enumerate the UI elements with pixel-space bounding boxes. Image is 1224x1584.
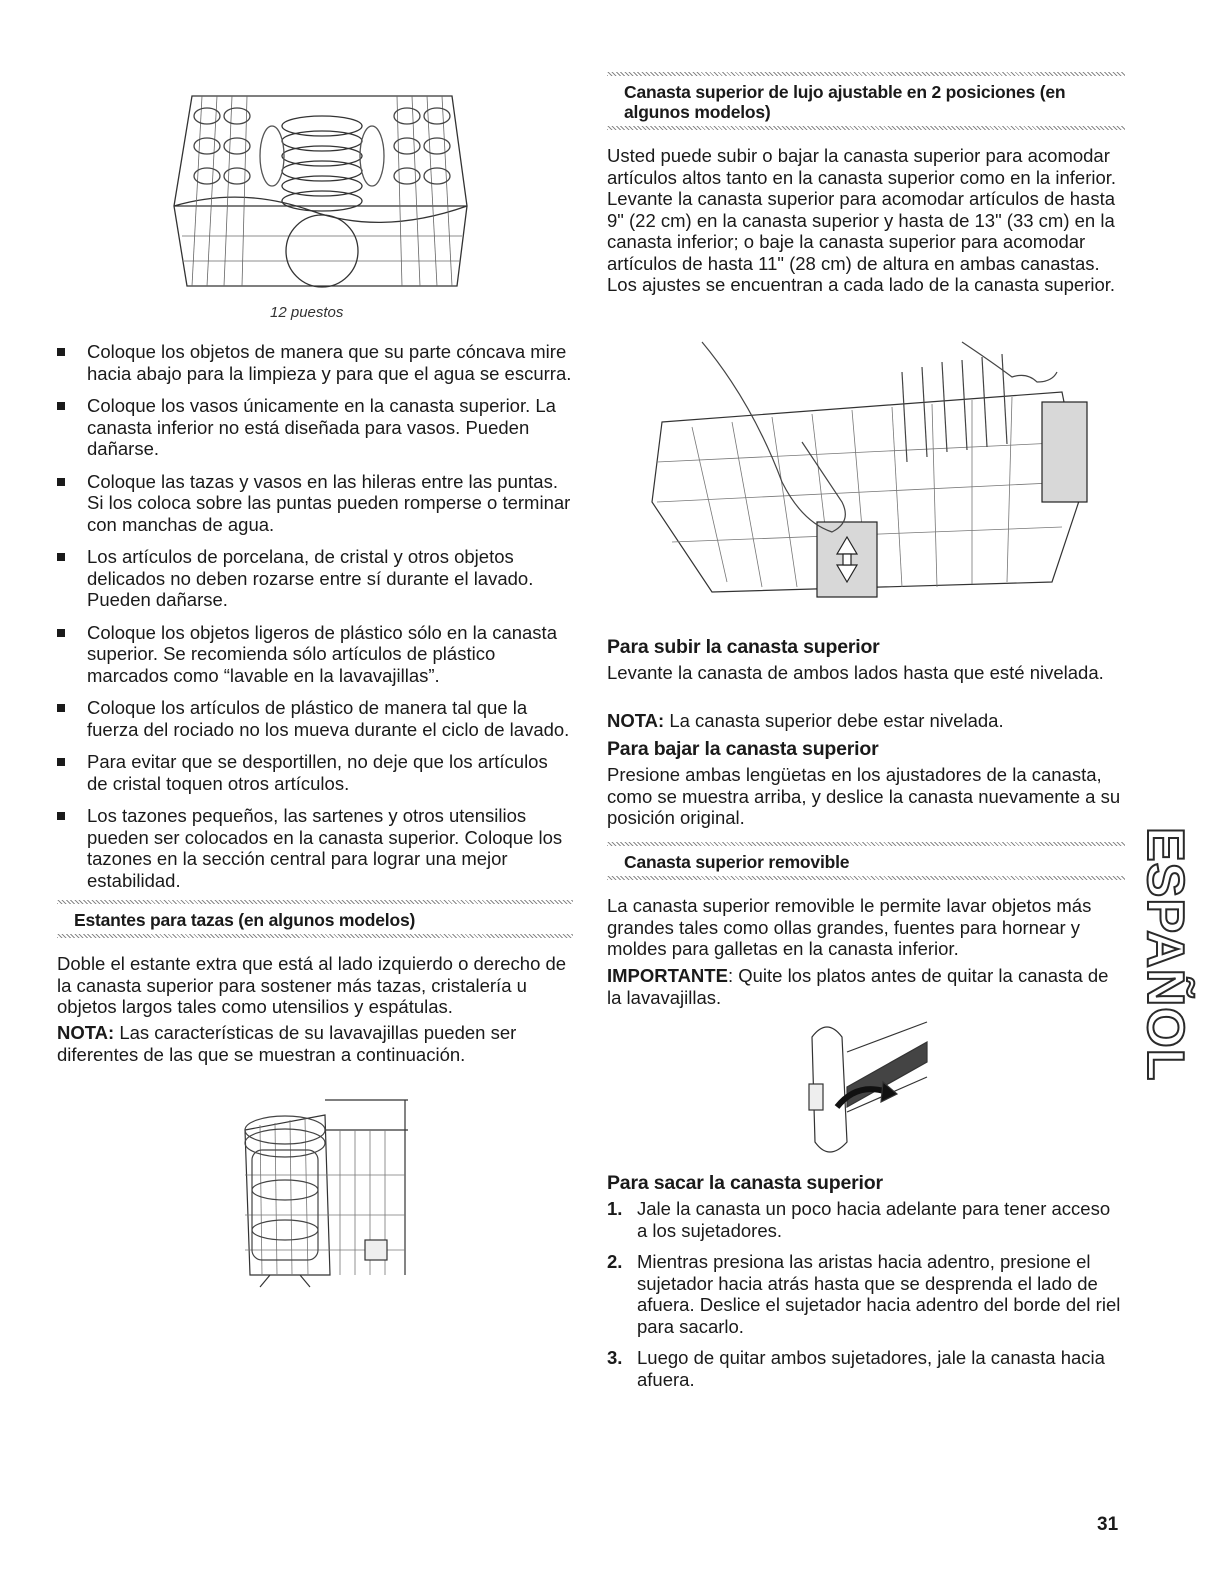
section-heading: Estantes para tazas (en algunos modelos) [74,910,416,930]
raise-rack-heading: Para subir la canasta superior [607,636,880,658]
remove-rack-heading: Para sacar la canasta superior [607,1172,883,1194]
divider [607,876,1125,880]
side-tab-label: ESPAÑOL [1136,826,1194,1082]
list-item [607,1198,1125,1241]
removable-rack-body: La canasta superior removible le permite lavar objetos más grandes tales como ollas grandes, fuentes para hornear y moldes para galletas en la canasta inferior. [607,895,1092,959]
note-label: NOTA: [57,1022,115,1043]
section-heading: Canasta superior removible [624,852,850,872]
divider [607,126,1125,130]
cup-shelves-note [57,1022,573,1065]
list-item [607,1347,1125,1390]
list-item: Coloque los vasos únicamente en la canasta superior. La canasta inferior no está diseñada para vasos. Pueden dañarse. [57,395,573,460]
deluxe-rack-heading-block [607,72,1125,130]
list-item: Los artículos de porcelana, de cristal y otros objetos delicados no deben rozarse entre sí durante el lavado. Pueden dañarse. [57,546,573,611]
upper-rack-illustration [162,86,482,301]
cup-shelves-heading-block [57,900,573,938]
remove-rack-steps [607,1198,1125,1400]
list-item: Coloque los objetos ligeros de plástico sólo en la canasta superior. Se recomienda sólo artículos de plástico marcados como “lavable en la lavavajillas”. [57,622,573,687]
list-item: Coloque las tazas y vasos en las hileras entre las puntas. Si los coloca sobre las puntas pueden romperse o terminar con manchas de agua. [57,471,573,536]
divider [57,934,573,938]
note-text: La canasta superior debe estar nivelada. [664,710,1004,731]
cup-shelves-body: Doble el estante extra que está al lado izquierdo o derecho de la canasta superior para sostener más tazas, cristalería u objetos largos tales como utensilios y espátulas. [57,953,567,1017]
important-text: : Quite los platos antes de quitar la canasta de la lavavajillas. [607,965,1109,1008]
list-item: Coloque los objetos de manera que su parte cóncava mire hacia abajo para la limpieza y para que el agua se escurra. [57,341,573,384]
lower-rack-body: Presione ambas lengüetas en los ajustadores de la canasta, como se muestra arriba, y deslice la canasta nuevamente a su posición original. [607,764,1121,828]
step-text: Jale la canasta un poco hacia adelante para tener acceso a los sujetadores. [637,1198,1111,1241]
lower-rack-heading: Para bajar la canasta superior [607,738,879,760]
language-side-tab [1136,826,1194,1082]
step-text: Mientras presiona las aristas hacia adentro, presione el sujetador hacia atrás hasta que se desprenda el lado de afuera. Deslice el sujetador hacia adentro del borde del riel para sacarlo. [637,1251,1121,1337]
rail-clip-illustration [787,1012,937,1167]
removable-rack-important [607,965,1125,1008]
note-text: Las características de su lavavajillas pueden ser diferentes de las que se muestran a continuación. [57,1022,517,1065]
cup-shelf-illustration [230,1095,412,1290]
raise-rack-note [607,710,1125,732]
adjustable-rack-illustration [632,332,1102,632]
list-item: Los tazones pequeños, las sartenes y otros utensilios pueden ser colocados en la canasta superior. Coloque los tazones en la sección central para lograr una mejor estabilidad. [57,805,573,891]
list-item: Coloque los artículos de plástico de manera tal que la fuerza del rociado no los mueva durante el ciclo de lavado. [57,697,573,740]
step-number: 3. [607,1347,623,1368]
note-label: NOTA: [607,710,665,731]
loading-tips-list [57,341,573,902]
deluxe-rack-body: Usted puede subir o bajar la canasta superior para acomodar artículos altos tanto en la canasta superior como en la inferior. Levante la canasta superior para acomodar artículos de hasta 9" (22 cm) en la canasta superior y hasta de 13" (33 cm) en la canasta inferior; o baje la canasta superior para acomodar artículos de hasta 11" (28 cm) de altura en ambas canastas. Los ajustes se encuentran a cada lado de la canasta superior. [607,145,1117,295]
figure-caption: 12 puestos [270,304,344,321]
list-item [607,1251,1125,1337]
raise-rack-body: Levante la canasta de ambos lados hasta que esté nivelada. [607,662,1104,683]
list-item: Para evitar que se desportillen, no deje que los artículos de cristal toquen otros artículos. [57,751,573,794]
step-text: Luego de quitar ambos sujetadores, jale la canasta hacia afuera. [637,1347,1105,1390]
step-number: 2. [607,1251,623,1272]
step-number: 1. [607,1198,623,1219]
removable-rack-heading-block [607,842,1125,880]
section-heading: Canasta superior de lujo ajustable en 2 posiciones (en algunos modelos) [624,82,1066,122]
page-number: 31 [1097,1514,1119,1535]
important-label: IMPORTANTE [607,965,728,986]
